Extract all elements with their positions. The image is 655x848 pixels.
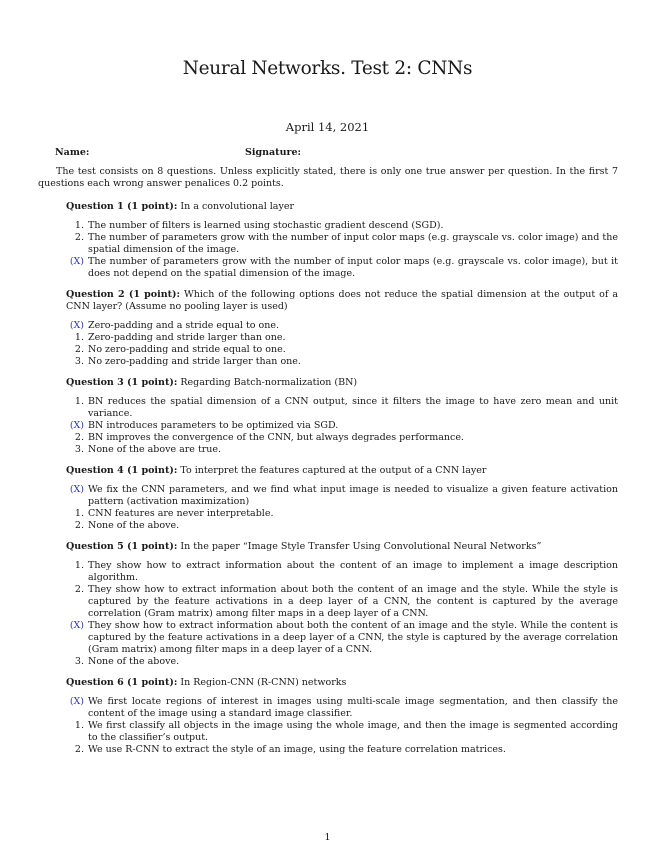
question-block — [38, 201, 618, 280]
answer-options — [38, 320, 618, 368]
question-block — [38, 465, 618, 532]
question-text: In a convolutional layer — [177, 201, 294, 212]
answer-option — [38, 560, 618, 584]
question-label: Question 4 (1 point): — [66, 465, 178, 476]
question-block — [38, 289, 618, 368]
question-text: Which of the following options does not reduce the spatial dimension at the output of a CNN layer? (Assume no pooling layer is used) — [66, 289, 618, 312]
answer-option — [38, 508, 618, 520]
correct-answer-marker: (X) — [69, 484, 84, 495]
question-label: Question 6 (1 point): — [66, 677, 178, 688]
answer-option — [38, 744, 618, 756]
option-number: 2. — [74, 520, 84, 531]
question-block — [38, 541, 618, 668]
option-text: No zero-padding and stride larger than one. — [88, 356, 301, 367]
option-text: They show how to extract information about the content of an image to implement a image description algorithm. — [88, 560, 618, 583]
option-text: We use R-CNN to extract the style of an image, using the feature correlation matrices. — [88, 744, 506, 755]
option-text: They show how to extract information about both the content of an image and the style. While the content is captured by the feature activations in a deep layer of a CNN, the style is captured by the average correlation (Gram matrix) among filter maps in a deep layer of a CNN. — [88, 620, 618, 655]
answer-option — [38, 232, 618, 256]
option-text: The number of parameters grow with the number of input color maps (e.g. grayscale vs. color image), but it does not depend on the spatial dimension of the image. — [88, 256, 618, 279]
option-number: 2. — [74, 432, 84, 443]
option-text: CNN features are never interpretable. — [88, 508, 274, 519]
option-text: BN introduces parameters to be optimized via SGD. — [88, 420, 339, 431]
correct-answer-marker: (X) — [69, 420, 84, 431]
option-number: 3. — [74, 656, 84, 667]
question-heading — [38, 201, 618, 213]
page-number: 1 — [324, 832, 331, 843]
answer-option — [38, 720, 618, 744]
answer-option — [38, 584, 618, 620]
intro-paragraph: The test consists on 8 questions. Unless explicitly stated, there is only one true answer per question. In the first 7 questions each wrong answer penalices 0.2 points. — [38, 166, 618, 189]
answer-option-correct — [38, 696, 618, 720]
option-text: We first classify all objects in the image using the whole image, and then the image is segmented according to the classifier’s output. — [88, 720, 618, 743]
option-number: 2. — [74, 584, 84, 595]
question-block — [38, 677, 618, 756]
question-text: In the paper “Image Style Transfer Using Convolutional Neural Networks” — [177, 541, 542, 552]
question-label: Question 2 (1 point): — [66, 289, 181, 300]
name-label: Name: — [55, 147, 90, 158]
answer-options — [38, 696, 618, 756]
answer-option — [38, 332, 618, 344]
option-text: BN reduces the spatial dimension of a CNN output, since it filters the image to have zero mean and unit variance. — [88, 396, 618, 419]
question-text: To interpret the features captured at the output of a CNN layer — [177, 465, 487, 476]
question-block — [38, 377, 618, 456]
option-text: The number of filters is learned using stochastic gradient descend (SGD). — [88, 220, 444, 231]
page-title: Neural Networks. Test 2: CNNs — [182, 58, 473, 79]
correct-answer-marker: (X) — [69, 696, 84, 707]
question-text: In Region-CNN (R-CNN) networks — [177, 677, 347, 688]
exam-date: April 14, 2021 — [285, 120, 370, 134]
correct-answer-marker: (X) — [69, 320, 84, 331]
option-number: 1. — [74, 220, 84, 231]
question-heading — [38, 541, 618, 553]
option-number: 1. — [74, 332, 84, 343]
option-number: 3. — [74, 356, 84, 367]
option-text: We fix the CNN parameters, and we find what input image is needed to visualize a given feature activation pattern (activation maximization) — [88, 484, 618, 507]
option-number: 3. — [74, 444, 84, 455]
option-text: BN improves the convergence of the CNN, but always degrades performance. — [88, 432, 464, 443]
correct-answer-marker: (X) — [69, 620, 84, 631]
correct-answer-marker: (X) — [69, 256, 84, 267]
answer-option-correct — [38, 320, 618, 332]
option-number: 1. — [74, 720, 84, 731]
answer-option-correct — [38, 256, 618, 280]
answer-option — [38, 656, 618, 668]
answer-option — [38, 344, 618, 356]
option-number: 1. — [74, 560, 84, 571]
option-text: None of the above are true. — [88, 444, 222, 455]
answer-option-correct — [38, 620, 618, 656]
option-text: None of the above. — [88, 520, 180, 531]
answer-option — [38, 432, 618, 444]
option-number: 2. — [74, 344, 84, 355]
question-heading — [38, 377, 618, 389]
question-list — [38, 201, 618, 765]
answer-option — [38, 220, 618, 232]
answer-option-correct — [38, 420, 618, 432]
question-heading — [38, 465, 618, 477]
answer-options — [38, 220, 618, 280]
question-label: Question 5 (1 point): — [66, 541, 178, 552]
answer-options — [38, 396, 618, 456]
answer-options — [38, 560, 618, 668]
question-heading — [38, 677, 618, 689]
option-number: 2. — [74, 744, 84, 755]
option-number: 2. — [74, 232, 84, 243]
question-label: Question 3 (1 point): — [66, 377, 178, 388]
answer-option-correct — [38, 484, 618, 508]
option-text: We first locate regions of interest in images using multi-scale image segmentation, and then classify the content of the image using a standard image classifier. — [88, 696, 618, 719]
option-number: 1. — [74, 508, 84, 519]
answer-option — [38, 356, 618, 368]
option-text: The number of parameters grow with the number of input color maps (e.g. grayscale vs. color image) and the spatial dimension of the image. — [88, 232, 618, 255]
option-text: They show how to extract information about both the content of an image and the style. While the style is captured by the feature activations in a deep layer of a CNN, the content is captured by the average correlation (Gram matrix) among filter maps in a deep layer of a CNN. — [88, 584, 618, 619]
answer-option — [38, 396, 618, 420]
answer-option — [38, 520, 618, 532]
question-text: Regarding Batch-normalization (BN) — [177, 377, 358, 388]
option-text: Zero-padding and stride larger than one. — [88, 332, 286, 343]
option-text: None of the above. — [88, 656, 180, 667]
signature-label: Signature: — [245, 147, 302, 158]
option-text: Zero-padding and a stride equal to one. — [88, 320, 280, 331]
answer-options — [38, 484, 618, 532]
answer-option — [38, 444, 618, 456]
question-heading — [38, 289, 618, 313]
option-number: 1. — [74, 396, 84, 407]
option-text: No zero-padding and stride equal to one. — [88, 344, 286, 355]
question-label: Question 1 (1 point): — [66, 201, 178, 212]
